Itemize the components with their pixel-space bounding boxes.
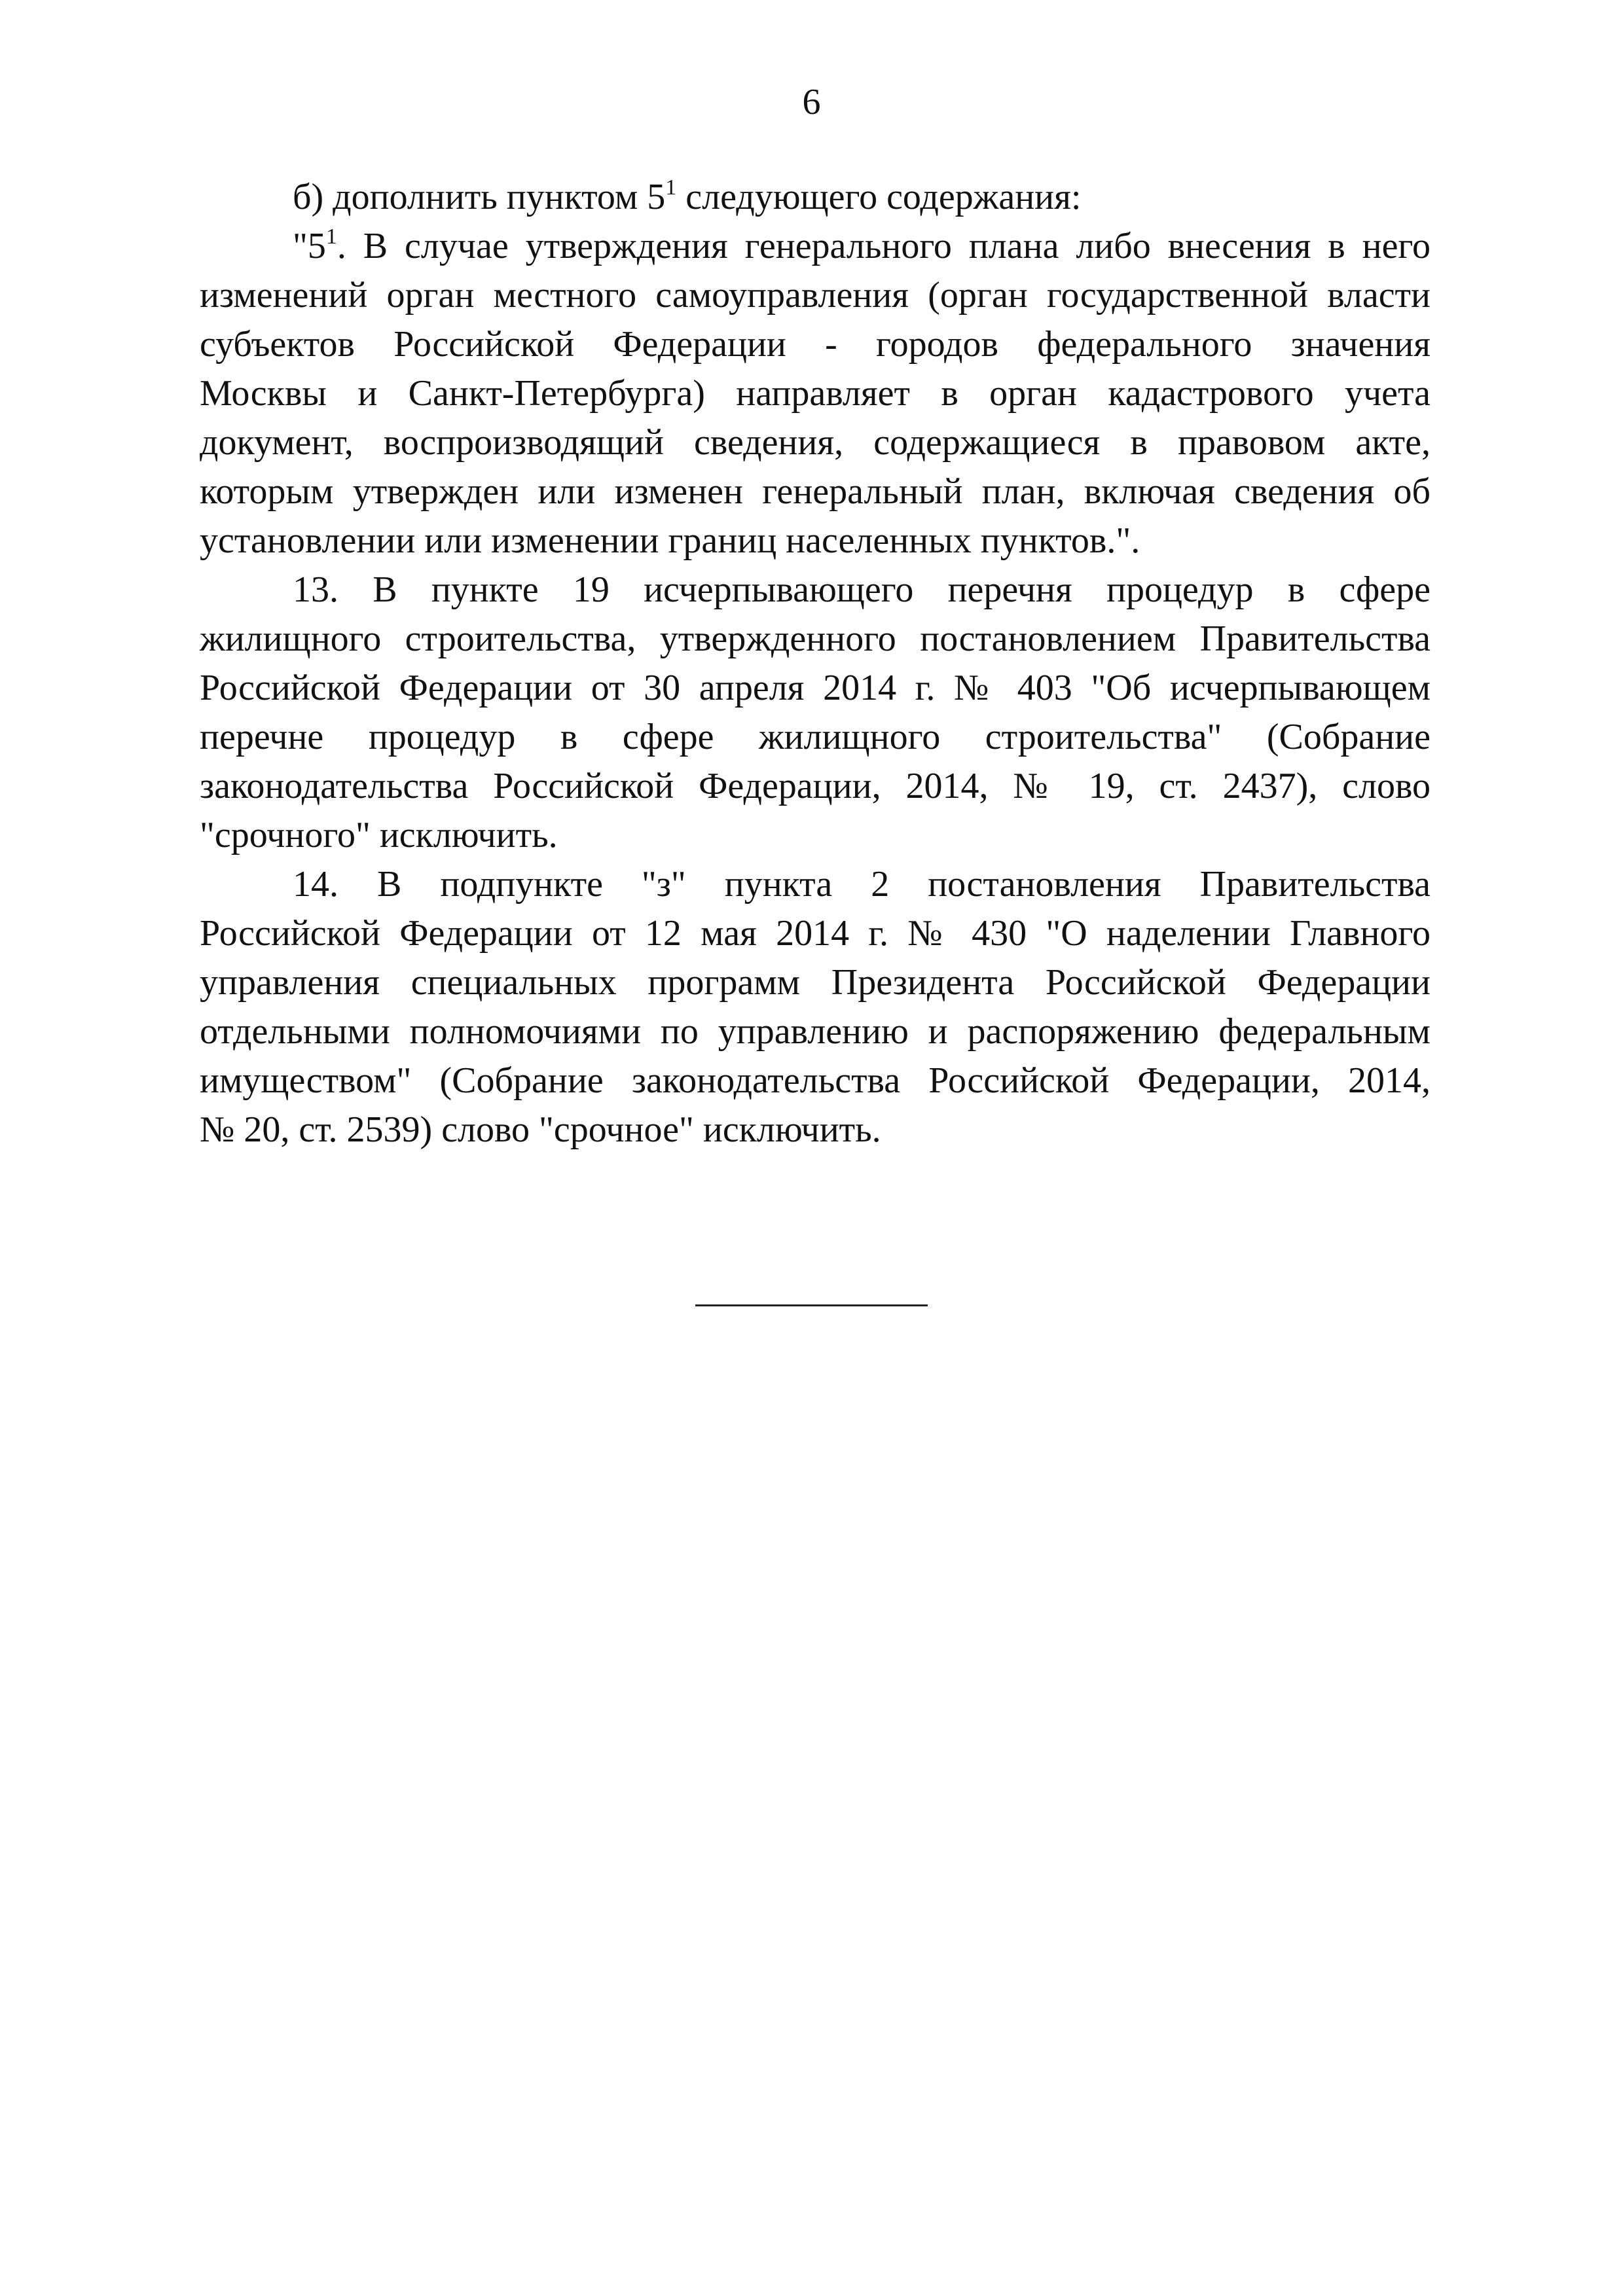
page-number: 6 [802, 82, 821, 122]
paragraph-b-line [200, 173, 1431, 222]
paragraph-5-1-text-start: "5 [293, 226, 326, 266]
paragraph-13-line: "срочного" исключить. [200, 815, 558, 855]
paragraph-5-1-line: изменений орган местного самоуправления (орган государственной власти [200, 275, 1431, 315]
paragraph-5-1-first-line [200, 222, 1431, 271]
paragraph-5-1-line: установлении или изменении границ населенных пунктов.". [200, 520, 1140, 561]
paragraph-13-line: 13. В пункте 19 исчерпывающего перечня процедур в сфере [293, 569, 1431, 610]
paragraph-13-line: Российской Федерации от 30 апреля 2014 г. № 403 "Об исчерпывающем [200, 668, 1431, 708]
paragraph-14-line: № 20, ст. 2539) слово "срочное" исключить. [200, 1109, 881, 1150]
paragraph-13-line: жилищного строительства, утвержденного постановлением Правительства [200, 619, 1431, 659]
paragraph-13-line: перечне процедур в сфере жилищного строительства" (Собрание [200, 717, 1431, 757]
paragraph-b-text-end: следующего содержания: [676, 177, 1082, 217]
end-divider [695, 1304, 928, 1306]
paragraph-14-line: управления специальных программ Президента Российской Федерации [200, 962, 1431, 1003]
paragraph-b-text-start: б) дополнить пунктом 5 [293, 177, 666, 217]
paragraph-14-line: имуществом" (Собрание законодательства Российской Федерации, 2014, [200, 1060, 1431, 1101]
paragraph-5-1-text-end: . В случае утверждения генерального плана либо внесения в него [337, 226, 1431, 266]
paragraph-5-1-line: документ, воспроизводящий сведения, содержащиеся в правовом акте, [200, 422, 1431, 463]
paragraph-14-line: отдельными полномочиями по управлению и распоряжению федеральным [200, 1011, 1431, 1052]
superscript: 1 [325, 224, 337, 249]
paragraph-5-1-line: которым утвержден или изменен генеральный план, включая сведения об [200, 471, 1431, 512]
paragraph-13-line: законодательства Российской Федерации, 2014, № 19, ст. 2437), слово [200, 766, 1431, 806]
paragraph-5-1-line: субъектов Российской Федерации - городов федерального значения [200, 324, 1431, 365]
paragraph-5-1-line: Москвы и Санкт-Петербурга) направляет в орган кадастрового учета [200, 373, 1431, 414]
superscript: 1 [665, 175, 677, 200]
paragraph-14-line: 14. В подпункте "з" пункта 2 постановления Правительства [293, 864, 1431, 905]
document-body [200, 173, 1431, 1155]
paragraph-14-line: Российской Федерации от 12 мая 2014 г. № 430 "О наделении Главного [200, 913, 1431, 954]
